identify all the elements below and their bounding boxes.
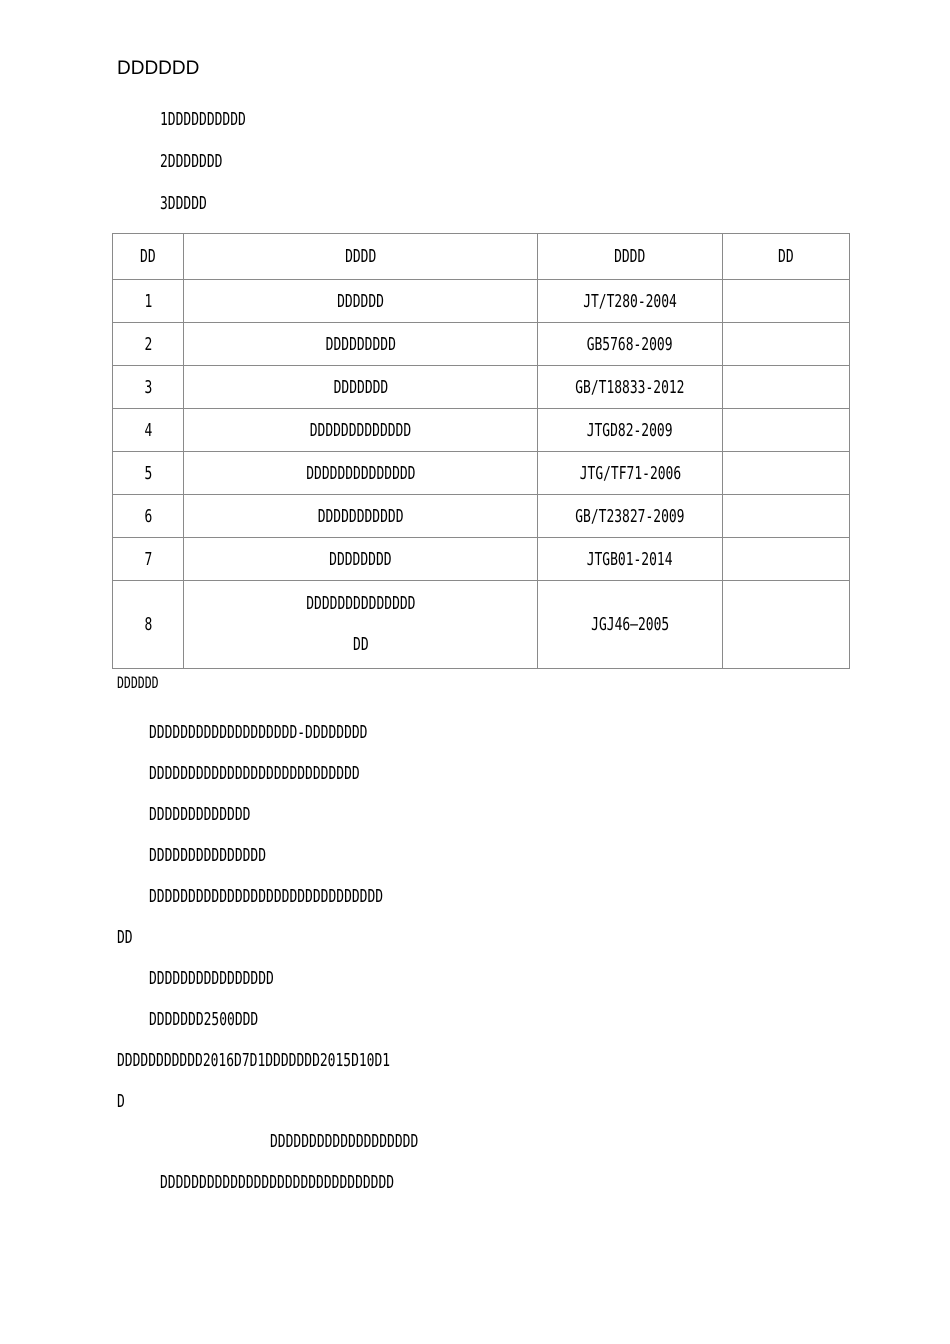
intro-item-3: 3DDDDD bbox=[160, 193, 207, 214]
date-line: DDDDDDDDDDD2016D7D1DDDDDDD2015D10D1 bbox=[117, 1050, 391, 1071]
table-row bbox=[113, 452, 850, 495]
table-row bbox=[113, 495, 850, 538]
cell-code: GB/T23827-2009 bbox=[538, 495, 723, 538]
cell-no: 7 bbox=[113, 538, 184, 581]
cell-name bbox=[184, 581, 538, 669]
cell-note bbox=[723, 409, 850, 452]
header-cell-name: DDDD bbox=[184, 234, 538, 280]
table-row bbox=[113, 409, 850, 452]
cell-no: 5 bbox=[113, 452, 184, 495]
standards-table bbox=[112, 233, 850, 669]
cell-code: JT/T280-2004 bbox=[538, 280, 723, 323]
section-2-label: DD bbox=[117, 927, 133, 948]
cell-no: 2 bbox=[113, 323, 184, 366]
table-header-row bbox=[113, 234, 850, 280]
closing-line-2: DDDDDDDDDDDDDDDDDDDDDDDDDDDDDD bbox=[160, 1172, 395, 1193]
body-line-1: DDDDDDDDDDDDDDDDDDD-DDDDDDDD bbox=[149, 722, 368, 743]
cell-note bbox=[723, 581, 850, 669]
cell-name: DDDDDDDD bbox=[184, 538, 538, 581]
cell-no: 4 bbox=[113, 409, 184, 452]
cell-no: 6 bbox=[113, 495, 184, 538]
section-2-line-2: DDDDDDD2500DDD bbox=[149, 1009, 259, 1030]
cell-no: 8 bbox=[113, 581, 184, 669]
closing-line-1: DDDDDDDDDDDDDDDDDDD bbox=[270, 1131, 419, 1152]
cell-note bbox=[723, 495, 850, 538]
table-row bbox=[113, 538, 850, 581]
body-line-5: DDDDDDDDDDDDDDDDDDDDDDDDDDDDDD bbox=[149, 886, 384, 907]
cell-name: DDDDDDDDD bbox=[184, 323, 538, 366]
cell-note bbox=[723, 323, 850, 366]
table-row bbox=[113, 323, 850, 366]
body-line-2: DDDDDDDDDDDDDDDDDDDDDDDDDDD bbox=[149, 763, 360, 784]
header-cell-note: DD bbox=[723, 234, 850, 280]
cell-code: JTGD82-2009 bbox=[538, 409, 723, 452]
section-2-line-1: DDDDDDDDDDDDDDDD bbox=[149, 968, 274, 989]
cell-code: JTG/TF71-2006 bbox=[538, 452, 723, 495]
cell-code: JTGB01-2014 bbox=[538, 538, 723, 581]
intro-item-1: 1DDDDDDDDDD bbox=[160, 109, 246, 130]
intro-item-2: 2DDDDDDD bbox=[160, 151, 223, 172]
body-line-4: DDDDDDDDDDDDDDD bbox=[149, 845, 267, 866]
cell-name: DDDDDDDDDDD bbox=[184, 495, 538, 538]
cell-no: 3 bbox=[113, 366, 184, 409]
cell-name: DDDDDDDDDDDDD bbox=[184, 409, 538, 452]
header-cell-no: DD bbox=[113, 234, 184, 280]
table-row bbox=[113, 280, 850, 323]
table-row bbox=[113, 581, 850, 669]
cell-code: GB5768-2009 bbox=[538, 323, 723, 366]
document-heading: DDDDDD bbox=[117, 58, 200, 79]
cell-code: GB/T18833-2012 bbox=[538, 366, 723, 409]
cell-name: DDDDDD bbox=[184, 280, 538, 323]
table-row bbox=[113, 366, 850, 409]
cell-note bbox=[723, 366, 850, 409]
cell-no: 1 bbox=[113, 280, 184, 323]
body-line-3: DDDDDDDDDDDDD bbox=[149, 804, 251, 825]
section-3-label: D bbox=[117, 1091, 125, 1112]
cell-note bbox=[723, 538, 850, 581]
cell-note bbox=[723, 452, 850, 495]
after-table-label: DDDDDD bbox=[117, 673, 159, 692]
header-cell-code: DDDD bbox=[538, 234, 723, 280]
cell-name: DDDDDDDDDDDDDD bbox=[184, 452, 538, 495]
cell-name-line-2: DD bbox=[352, 634, 369, 655]
cell-name-line-1: DDDDDDDDDDDDDD bbox=[305, 593, 416, 614]
cell-code: JGJ46—2005 bbox=[538, 581, 723, 669]
cell-name: DDDDDDD bbox=[184, 366, 538, 409]
cell-note bbox=[723, 280, 850, 323]
